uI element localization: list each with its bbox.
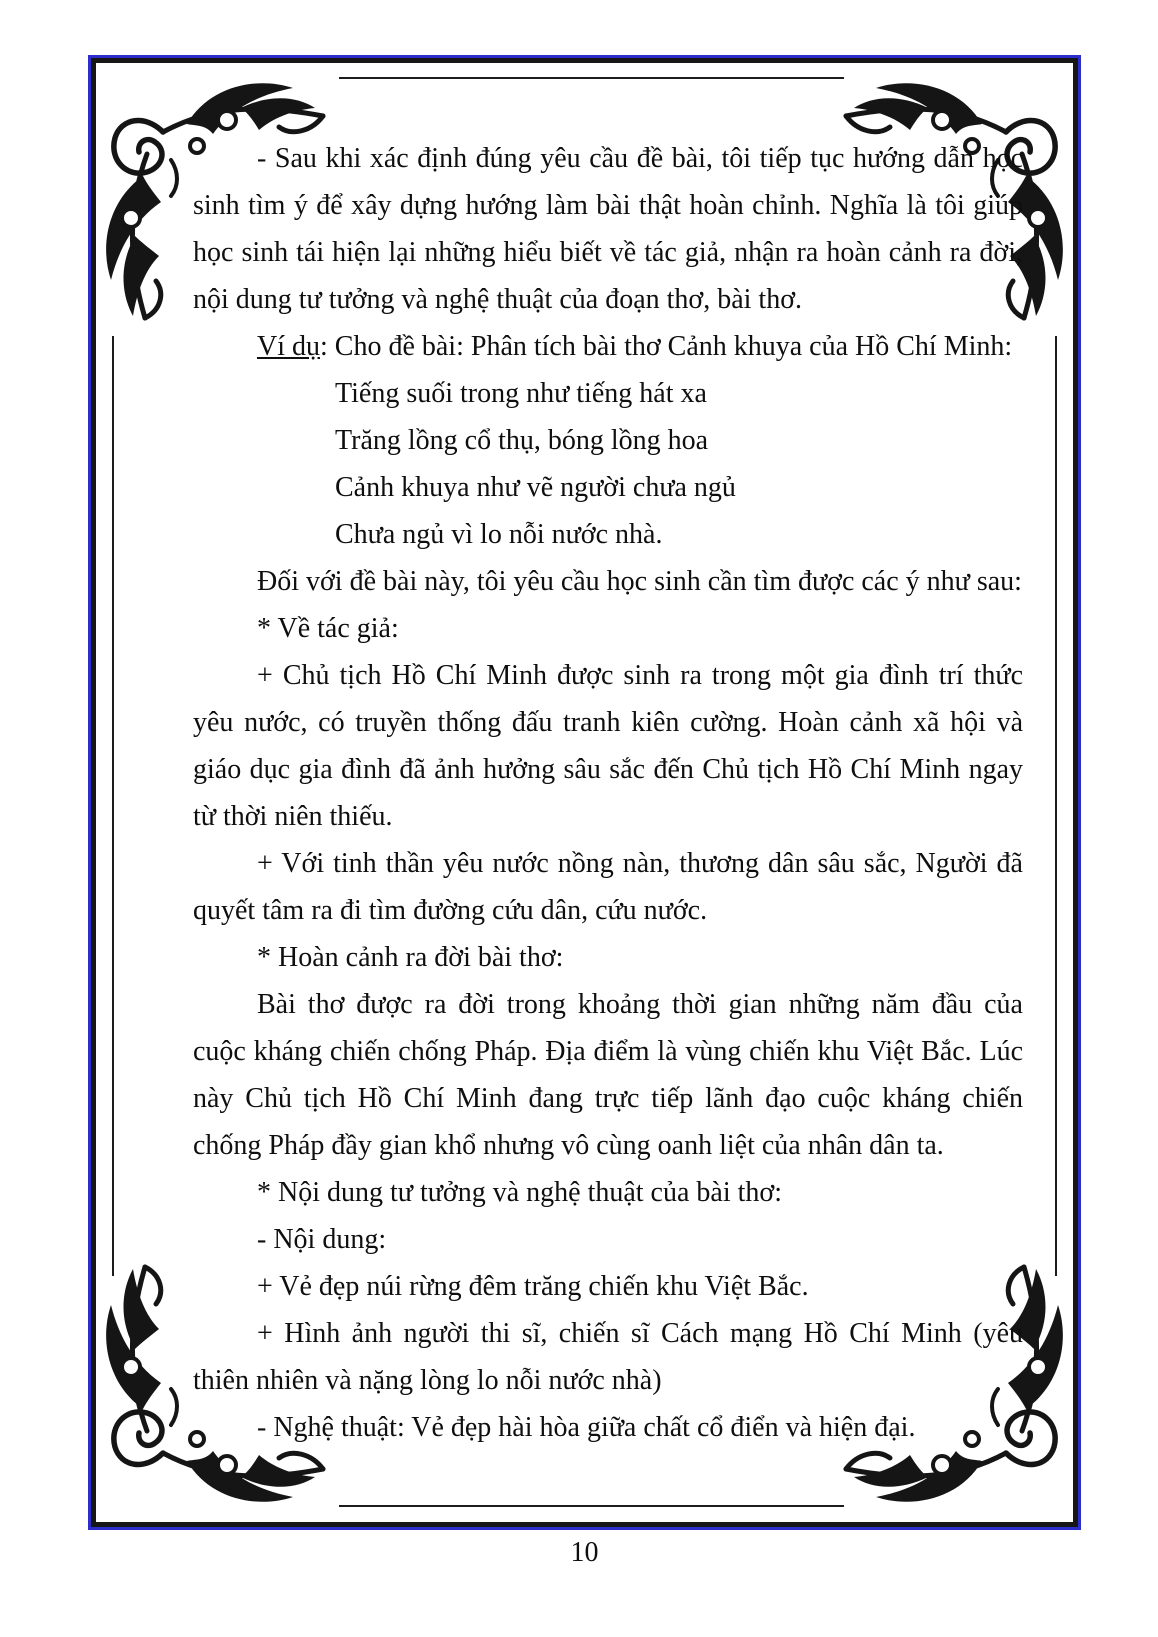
decorative-border	[88, 55, 1081, 1530]
inner-rule-left	[112, 336, 114, 1276]
paragraph-intro: - Sau khi xác định đúng yêu cầu đề bài, tôi tiếp tục hướng dẫn học sinh tìm ý để xây dựng hướng làm bài thật hoàn chỉnh. Nghĩa là tôi giúp học sinh tái hiện lại những hiểu biết về tác giả, nhận ra hoàn cảnh ra đời, nội dung tư tưởng và nghệ thuật của đoạn thơ, bài thơ.	[193, 143, 1023, 315]
page-number: 10	[570, 1537, 599, 1568]
inner-rule-top	[339, 77, 844, 79]
item-content-1: + Vẻ đẹp núi rừng đêm trăng chiến khu Việt Bắc.	[257, 1271, 809, 1302]
inner-rule-right	[1055, 336, 1057, 1276]
item-art: - Nghệ thuật: Vẻ đẹp hài hòa giữa chất cổ điển và hiện đại.	[257, 1412, 916, 1443]
example-label: Ví dụ	[257, 331, 320, 362]
poem-line: Trăng lồng cổ thụ, bóng lồng hoa	[335, 425, 709, 456]
paragraph-context: Bài thơ được ra đời trong khoảng thời gian những năm đầu của cuộc kháng chiến chống Pháp. Địa điểm là vùng chiến khu Việt Bắc. Lúc này Chủ tịch Hồ Chí Minh đang trực tiếp lãnh đạo cuộc kháng chiến chống Pháp đầy gian khổ nhưng vô cùng oanh liệt của nhân dân ta.	[193, 989, 1023, 1161]
heading-context: * Hoàn cảnh ra đời bài thơ:	[257, 942, 564, 973]
poem-line: Chưa ngủ vì lo nỗi nước nhà.	[335, 519, 663, 550]
paragraph-author-1: + Chủ tịch Hồ Chí Minh được sinh ra trong một gia đình trí thức yêu nước, có truyền thống đấu tranh kiên cường. Hoàn cảnh xã hội và giáo dục gia đình đã ảnh hưởng sâu sắc đến Chủ tịch Hồ Chí Minh ngay từ thời niên thiếu.	[193, 660, 1023, 832]
paragraph-requirements: Đối với đề bài này, tôi yêu cầu học sinh cần tìm được các ý như sau:	[257, 566, 1022, 597]
item-content-label: - Nội dung:	[257, 1224, 387, 1255]
heading-content-art: * Nội dung tư tưởng và nghệ thuật của bài thơ:	[257, 1177, 782, 1208]
item-content-2: + Hình ảnh người thi sĩ, chiến sĩ Cách mạng Hồ Chí Minh (yêu thiên nhiên và nặng lòng lo nỗi nước nhà)	[193, 1318, 1023, 1396]
inner-rule-bottom	[339, 1505, 844, 1507]
paragraph-author-2: + Với tinh thần yêu nước nồng nàn, thương dân sâu sắc, Người đã quyết tâm ra đi tìm đường cứu dân, cứu nước.	[193, 848, 1023, 926]
decorative-border-black	[91, 58, 1078, 1527]
frame-inner-area	[101, 68, 1068, 1517]
heading-author: * Về tác giả:	[257, 613, 399, 644]
paragraph-example	[193, 323, 1023, 370]
poem-line: Tiếng suối trong như tiếng hát xa	[335, 378, 707, 409]
poem-line: Cảnh khuya như vẽ người chưa ngủ	[335, 472, 736, 503]
document-text	[193, 135, 1023, 1451]
example-text: : Cho đề bài: Phân tích bài thơ Cảnh khuya của Hồ Chí Minh:	[320, 331, 1013, 362]
